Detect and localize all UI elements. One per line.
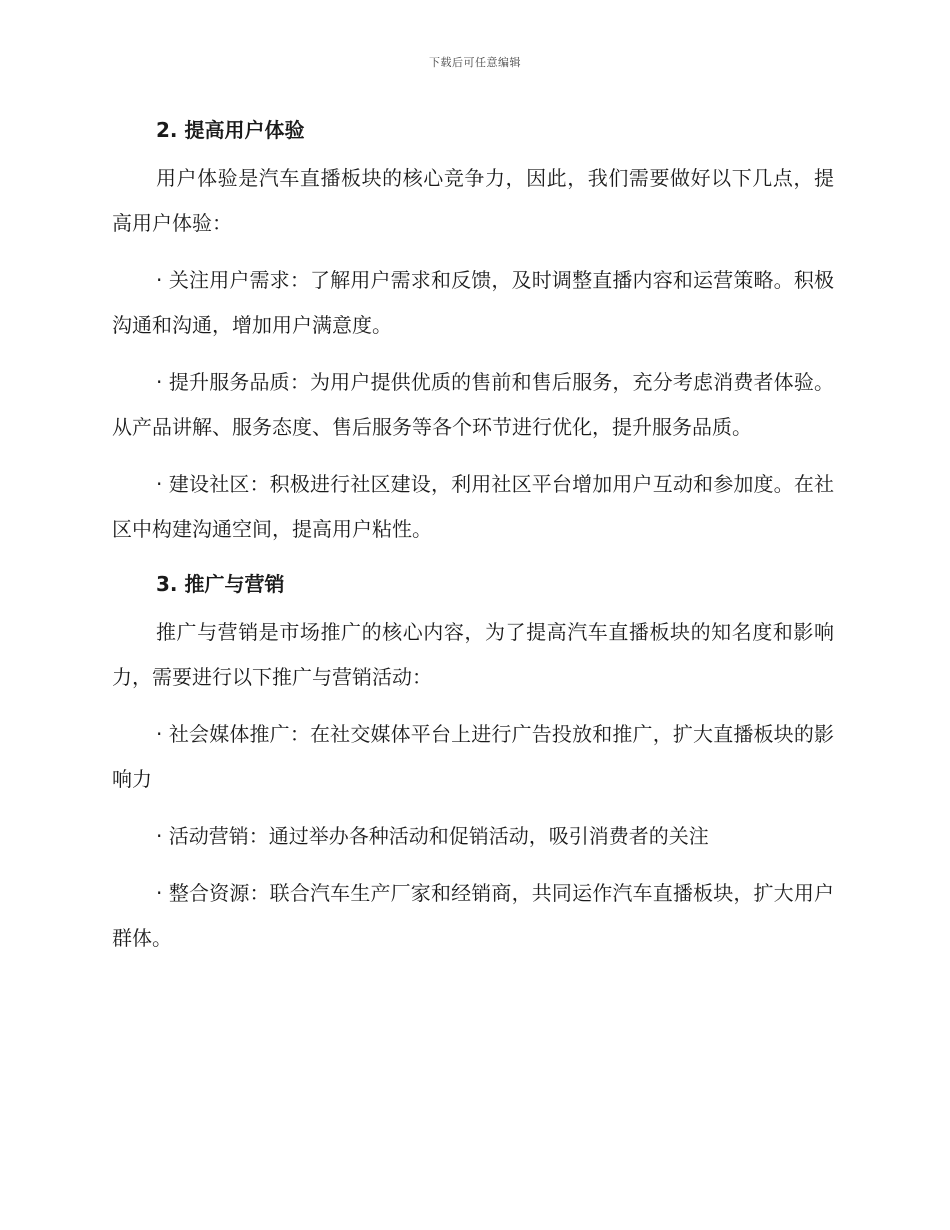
bullet-event-marketing: · 活动营销：通过举办各种活动和促销活动，吸引消费者的关注 bbox=[156, 824, 709, 848]
bullet-integrate-resources: · 整合资源：联合汽车生产厂家和经销商，共同运作汽车直播板块，扩大用户群体。 bbox=[112, 881, 834, 950]
section-heading-user-experience: 2. 提高用户体验 bbox=[156, 118, 305, 142]
paragraph-intro-ux: 用户体验是汽车直播板块的核心竞争力，因此，我们需要做好以下几点，提高用户体验： bbox=[112, 166, 834, 235]
paragraph-intro-promotion: 推广与营销是市场推广的核心内容，为了提高汽车直播板块的知名度和影响力，需要进行以下推广与营销活动： bbox=[112, 620, 834, 689]
bullet-build-community: · 建设社区：积极进行社区建设，利用社区平台增加用户互动和参加度。在社区中构建沟通空间，提高用户粘性。 bbox=[112, 472, 834, 541]
bullet-focus-user-needs: · 关注用户需求：了解用户需求和反馈，及时调整直播内容和运营策略。积极沟通和沟通，增加用户满意度。 bbox=[112, 268, 834, 337]
header-note: 下载后可任意编辑 bbox=[429, 56, 521, 69]
bullet-social-media: · 社会媒体推广：在社交媒体平台上进行广告投放和推广，扩大直播板块的影响力 bbox=[112, 722, 834, 791]
bullet-improve-service: · 提升服务品质：为用户提供优质的售前和售后服务，充分考虑消费者体验。从产品讲解、服务态度、售后服务等各个环节进行优化，提升服务品质。 bbox=[112, 370, 834, 439]
section-heading-promotion: 3. 推广与营销 bbox=[156, 572, 285, 596]
document-body bbox=[112, 110, 834, 973]
